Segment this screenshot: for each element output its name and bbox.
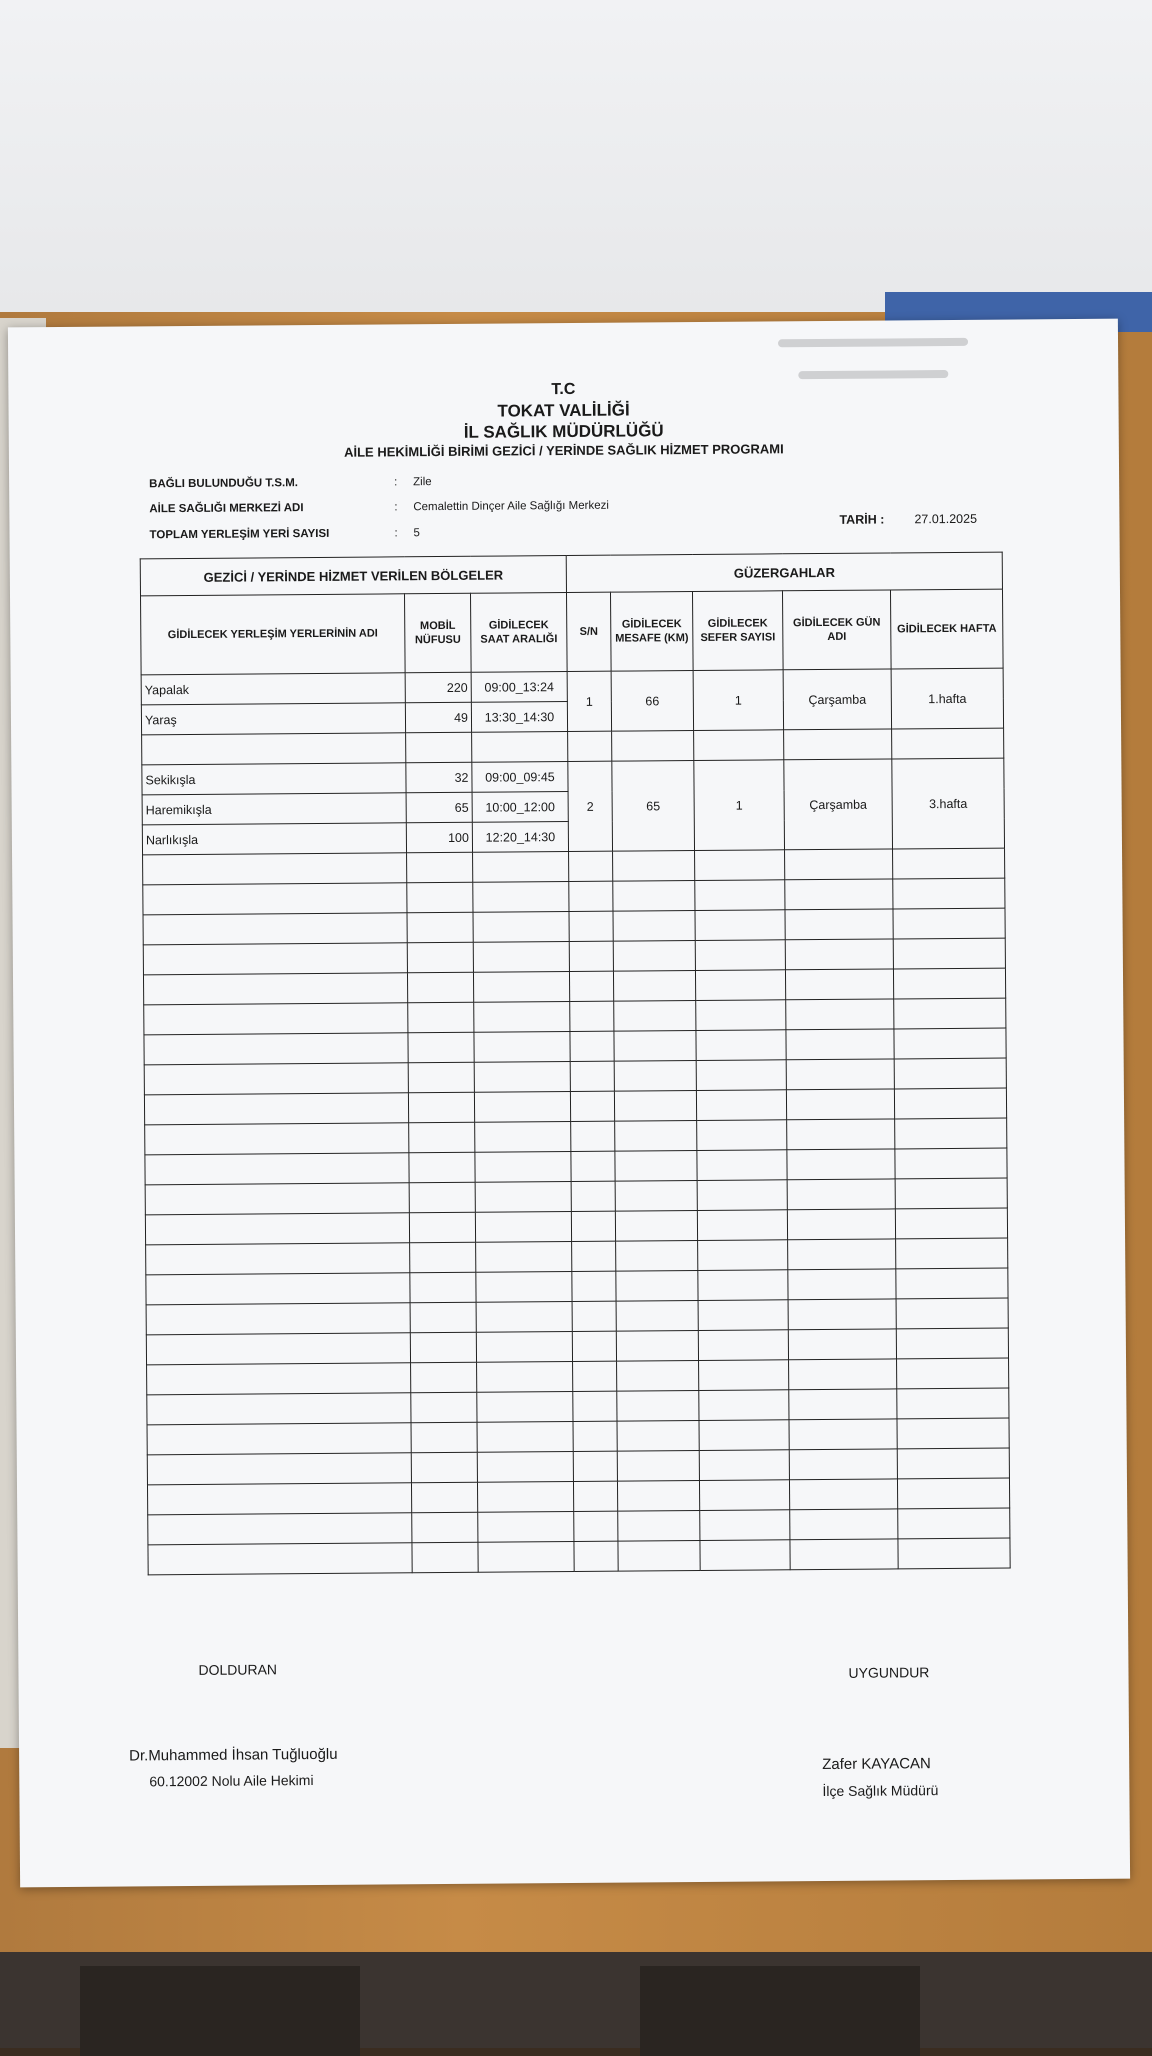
table-row xyxy=(141,668,1003,705)
col-header-name: GİDİLECEK YERLEŞİM YERLERİNİN ADI xyxy=(141,594,406,675)
table-cell xyxy=(897,1358,1009,1389)
table-cell xyxy=(616,1240,698,1271)
table-row xyxy=(142,758,1004,795)
table-cell xyxy=(572,1301,616,1331)
time-range: 10:00_12:00 xyxy=(472,791,568,822)
table-cell xyxy=(695,940,785,971)
col-header-week: GİDİLECEK HAFTA xyxy=(890,589,1003,669)
table-cell xyxy=(699,1450,789,1481)
table-cell xyxy=(616,1330,698,1361)
table-cell xyxy=(617,1420,699,1451)
count-label: TOPLAM YERLEŞİM YERİ SAYISI xyxy=(149,527,330,542)
table-cell xyxy=(406,732,472,763)
table-cell xyxy=(895,1208,1007,1239)
table-cell xyxy=(476,1301,572,1332)
table-cell xyxy=(785,849,893,880)
table-cell xyxy=(410,1242,476,1273)
table-cell xyxy=(699,1360,789,1391)
population: 32 xyxy=(406,762,472,793)
table-cell xyxy=(477,1391,573,1422)
table-cell xyxy=(895,1118,1007,1149)
preparer-name: Dr.Muhammed İhsan Tuğluoğlu xyxy=(129,1745,338,1765)
table-cell xyxy=(897,1478,1009,1509)
table-cell xyxy=(698,1330,788,1361)
document-title: AİLE HEKİMLİĞİ BİRİMİ GEZİCİ / YERİNDE SAĞLIK HİZMET PROGRAMI xyxy=(344,441,784,460)
table-cell xyxy=(618,1510,700,1541)
count-value: 5 xyxy=(413,527,420,540)
table-cell xyxy=(573,1391,617,1421)
table-cell xyxy=(572,1331,616,1361)
table-cell xyxy=(477,1451,573,1482)
population: 49 xyxy=(405,702,471,733)
table-cell xyxy=(700,1540,790,1571)
table-cell xyxy=(617,1480,699,1511)
table-cell xyxy=(476,1331,572,1362)
table-cell xyxy=(145,1123,409,1155)
filled-by-label: DOLDURAN xyxy=(198,1661,278,1678)
table-cell xyxy=(143,913,407,945)
table-cell xyxy=(788,1269,896,1300)
settlement-name: Narlıkışla xyxy=(142,823,406,855)
table-cell xyxy=(412,1542,478,1573)
table-cell xyxy=(894,1058,1006,1089)
table-cell xyxy=(895,1178,1007,1209)
table-cell xyxy=(786,1029,894,1060)
table-cell xyxy=(570,1061,614,1091)
table-cell xyxy=(146,1273,410,1305)
table-cell xyxy=(409,1122,475,1153)
table-cell xyxy=(896,1238,1008,1269)
table-cell xyxy=(893,878,1005,909)
settlement-name: Yapalak xyxy=(141,673,405,705)
table-cell xyxy=(144,1093,408,1125)
table-cell xyxy=(617,1390,699,1421)
table-cell xyxy=(472,731,568,762)
table-cell xyxy=(787,1209,895,1240)
table-cell xyxy=(571,1151,615,1181)
table-cell xyxy=(897,1448,1009,1479)
table-cell xyxy=(411,1422,477,1453)
colon: : xyxy=(394,527,398,540)
section-routes-header: GÜZERGAHLAR xyxy=(566,552,1002,592)
table-cell xyxy=(893,968,1005,999)
table-cell xyxy=(143,853,407,885)
section-regions-header: GEZİCİ / YERİNDE HİZMET VERİLEN BÖLGELER xyxy=(140,556,566,596)
table-cell xyxy=(573,1481,617,1511)
settlement-name: Yaraş xyxy=(141,703,405,735)
table-cell xyxy=(569,881,613,911)
table-cell xyxy=(615,1120,697,1151)
approver-name: Zafer KAYACAN xyxy=(822,1755,931,1774)
table-cell xyxy=(145,1213,409,1245)
table-cell xyxy=(572,1241,616,1271)
route-sn: 2 xyxy=(568,761,613,851)
table-cell xyxy=(786,1089,894,1120)
table-cell xyxy=(790,1539,898,1570)
route-distance: 66 xyxy=(611,671,693,732)
table-cell xyxy=(142,733,406,765)
table-cell xyxy=(697,1180,787,1211)
table-cell xyxy=(697,1210,787,1241)
table-cell xyxy=(617,1360,699,1391)
table-cell xyxy=(613,881,695,912)
table-cell xyxy=(699,1480,789,1511)
table-cell xyxy=(695,880,785,911)
table-cell xyxy=(896,1268,1008,1299)
table-cell xyxy=(614,1001,696,1032)
table-cell xyxy=(147,1483,411,1515)
date-value: 27.01.2025 xyxy=(914,511,978,527)
tsm-value: Zile xyxy=(413,476,432,489)
table-cell xyxy=(788,1329,896,1360)
table-cell xyxy=(897,1388,1009,1419)
table-cell xyxy=(477,1361,573,1392)
table-cell xyxy=(408,1062,474,1093)
table-cell xyxy=(148,1513,412,1545)
col-header-trips: GİDİLECEK SEFER SAYISI xyxy=(692,591,783,671)
table-cell xyxy=(696,1090,786,1121)
table-cell xyxy=(474,1091,570,1122)
table-cell xyxy=(569,941,613,971)
table-cell xyxy=(409,1182,475,1213)
population: 220 xyxy=(405,672,471,703)
table-cell xyxy=(695,970,785,1001)
header-directorate: İL SAĞLIK MÜDÜRLÜĞÜ xyxy=(463,421,664,442)
table-cell xyxy=(570,1091,614,1121)
table-cell xyxy=(145,1183,409,1215)
table-cell xyxy=(696,1030,786,1061)
table-cell xyxy=(478,1511,574,1542)
table-cell xyxy=(570,1031,614,1061)
table-cell xyxy=(698,1240,788,1271)
table-cell xyxy=(148,1543,412,1575)
table-cell xyxy=(614,1090,696,1121)
table-cell xyxy=(696,1060,786,1091)
table-cell xyxy=(613,971,695,1002)
table-cell xyxy=(697,1120,787,1151)
table-cell xyxy=(569,911,613,941)
table-cell xyxy=(568,731,612,761)
drawer xyxy=(80,1966,360,2056)
table-cell xyxy=(616,1300,698,1331)
table-cell xyxy=(787,1179,895,1210)
table-cell xyxy=(614,1060,696,1091)
table-cell xyxy=(411,1392,477,1423)
table-cell xyxy=(615,1150,697,1181)
table-cell xyxy=(616,1270,698,1301)
table-cell xyxy=(697,1150,787,1181)
table-cell xyxy=(893,848,1005,879)
table-cell xyxy=(146,1303,410,1335)
table-cell xyxy=(143,883,407,915)
table-cell xyxy=(474,1061,570,1092)
table-cell xyxy=(699,1420,789,1451)
table-cell xyxy=(785,879,893,910)
table-cell xyxy=(615,1210,697,1241)
table-cell xyxy=(407,882,473,913)
table-cell xyxy=(408,1002,474,1033)
background-paper xyxy=(0,0,1152,312)
approver-title: İlçe Sağlık Müdürü xyxy=(822,1782,939,1800)
table-cell xyxy=(695,910,785,941)
table-cell xyxy=(477,1421,573,1452)
smudge xyxy=(778,338,968,347)
table-cell xyxy=(475,1181,571,1212)
route-week: 3.hafta xyxy=(892,758,1005,849)
table-cell xyxy=(569,971,613,1001)
table-cell xyxy=(474,1031,570,1062)
table-cell xyxy=(144,1033,408,1065)
table-cell xyxy=(893,908,1005,939)
table-cell xyxy=(475,1211,571,1242)
table-cell xyxy=(894,1028,1006,1059)
table-cell xyxy=(613,911,695,942)
table-cell xyxy=(143,943,407,975)
route-day: Çarşamba xyxy=(784,759,893,850)
table-cell xyxy=(787,1149,895,1180)
table-cell xyxy=(695,850,785,881)
table-cell xyxy=(478,1541,574,1572)
drawer xyxy=(640,1966,920,2056)
table-cell xyxy=(789,1479,897,1510)
table-cell xyxy=(898,1538,1010,1569)
header-governorship: TOKAT VALİLİĞİ xyxy=(497,400,630,421)
table-cell xyxy=(892,728,1004,759)
table-cell xyxy=(790,1509,898,1540)
table-cell xyxy=(473,881,569,912)
table-cell xyxy=(147,1453,411,1485)
table-cell xyxy=(407,942,473,973)
table-cell xyxy=(613,851,695,882)
table-cell xyxy=(696,1000,786,1031)
table-cell xyxy=(410,1332,476,1363)
table-cell xyxy=(477,1481,573,1512)
document-sheet xyxy=(8,319,1130,1888)
table-cell xyxy=(787,1119,895,1150)
table-cell xyxy=(613,941,695,972)
table-cell xyxy=(893,938,1005,969)
table-cell xyxy=(476,1271,572,1302)
table-cell xyxy=(617,1450,699,1481)
preparer-title: 60.12002 Nolu Aile Hekimi xyxy=(149,1772,314,1790)
settlement-name: Sekikışla xyxy=(142,763,406,795)
table-cell xyxy=(473,941,569,972)
table-cell xyxy=(572,1271,616,1301)
col-header-day: GİDİLECEK GÜN ADI xyxy=(782,590,891,670)
table-cell xyxy=(408,1092,474,1123)
approved-label: UYGUNDUR xyxy=(848,1664,930,1681)
table-cell xyxy=(145,1153,409,1185)
table-cell xyxy=(411,1482,477,1513)
table-cell xyxy=(411,1362,477,1393)
table-cell xyxy=(573,1451,617,1481)
table-cell xyxy=(571,1121,615,1151)
col-header-time: GİDİLECEK SAAT ARALIĞI xyxy=(470,593,567,673)
route-week: 1.hafta xyxy=(891,668,1004,729)
table-cell xyxy=(698,1300,788,1331)
header-tc: T.C xyxy=(551,380,576,399)
table-cell xyxy=(147,1363,411,1395)
table-cell xyxy=(788,1299,896,1330)
time-range: 12:20_14:30 xyxy=(472,821,568,852)
program-table xyxy=(140,552,1011,1576)
table-cell xyxy=(144,1003,408,1035)
table-cell xyxy=(789,1359,897,1390)
col-header-population: MOBİL NÜFUSU xyxy=(404,593,471,673)
table-cell xyxy=(475,1151,571,1182)
table-cell xyxy=(571,1181,615,1211)
table-cell xyxy=(574,1541,618,1571)
settlement-name: Haremikışla xyxy=(142,793,406,825)
table-cell xyxy=(898,1508,1010,1539)
table-cell xyxy=(896,1328,1008,1359)
table-cell xyxy=(785,969,893,1000)
table-cell xyxy=(784,729,892,760)
table-cell xyxy=(897,1418,1009,1449)
route-sn: 1 xyxy=(567,671,611,731)
empty-table-row xyxy=(148,1538,1010,1575)
desk-bottom xyxy=(0,1952,1152,2048)
route-trips: 1 xyxy=(693,670,783,731)
table-cell xyxy=(894,998,1006,1029)
route-day: Çarşamba xyxy=(783,669,891,730)
table-cell xyxy=(473,911,569,942)
table-cell xyxy=(409,1212,475,1243)
time-range: 13:30_14:30 xyxy=(471,702,567,733)
route-distance: 65 xyxy=(612,761,695,852)
table-cell xyxy=(789,1389,897,1420)
table-cell xyxy=(615,1180,697,1211)
center-label: AİLE SAĞLIĞI MERKEZİ ADI xyxy=(149,502,304,516)
table-cell xyxy=(895,1148,1007,1179)
col-header-distance: GİDİLECEK MESAFE (KM) xyxy=(610,592,693,672)
table-cell xyxy=(147,1423,411,1455)
table-cell xyxy=(146,1243,410,1275)
table-cell xyxy=(144,1063,408,1095)
table-cell xyxy=(789,1419,897,1450)
colon: : xyxy=(394,476,398,489)
table-cell xyxy=(618,1540,700,1571)
colon: : xyxy=(394,501,398,514)
table-cell xyxy=(786,999,894,1030)
table-cell xyxy=(569,851,613,881)
table-cell xyxy=(476,1241,572,1272)
table-cell xyxy=(786,1059,894,1090)
table-cell xyxy=(573,1361,617,1391)
time-range: 09:00_09:45 xyxy=(472,761,568,792)
date-label: TARİH : xyxy=(839,512,885,527)
table-cell xyxy=(407,972,473,1003)
table-cell xyxy=(700,1510,790,1541)
col-header-sn: S/N xyxy=(566,592,611,671)
table-cell xyxy=(789,1449,897,1480)
table-cell xyxy=(408,1032,474,1063)
route-trips: 1 xyxy=(694,760,785,851)
table-cell xyxy=(698,1270,788,1301)
table-cell xyxy=(407,912,473,943)
table-cell xyxy=(896,1298,1008,1329)
table-cell xyxy=(143,973,407,1005)
table-cell xyxy=(614,1031,696,1062)
table-cell xyxy=(410,1272,476,1303)
table-cell xyxy=(473,851,569,882)
table-cell xyxy=(571,1211,615,1241)
table-cell xyxy=(574,1511,618,1541)
table-cell xyxy=(894,1088,1006,1119)
table-cell xyxy=(785,909,893,940)
table-cell xyxy=(407,852,473,883)
table-cell xyxy=(475,1121,571,1152)
table-cell xyxy=(699,1390,789,1421)
table-cell xyxy=(410,1302,476,1333)
table-cell xyxy=(473,971,569,1002)
population: 65 xyxy=(406,792,472,823)
table-cell xyxy=(474,1001,570,1032)
center-value: Cemalettin Dinçer Aile Sağlığı Merkezi xyxy=(413,499,609,514)
table-cell xyxy=(785,939,893,970)
table-cell xyxy=(573,1421,617,1451)
population: 100 xyxy=(406,822,472,853)
table-cell xyxy=(147,1393,411,1425)
table-cell xyxy=(788,1239,896,1270)
table-cell xyxy=(570,1001,614,1031)
table-cell xyxy=(612,731,694,762)
table-cell xyxy=(146,1333,410,1365)
table-cell xyxy=(409,1152,475,1183)
tsm-label: BAĞLI BULUNDUĞU T.S.M. xyxy=(149,477,299,491)
table-cell xyxy=(412,1512,478,1543)
time-range: 09:00_13:24 xyxy=(471,672,567,703)
table-cell xyxy=(411,1452,477,1483)
table-cell xyxy=(694,730,784,761)
